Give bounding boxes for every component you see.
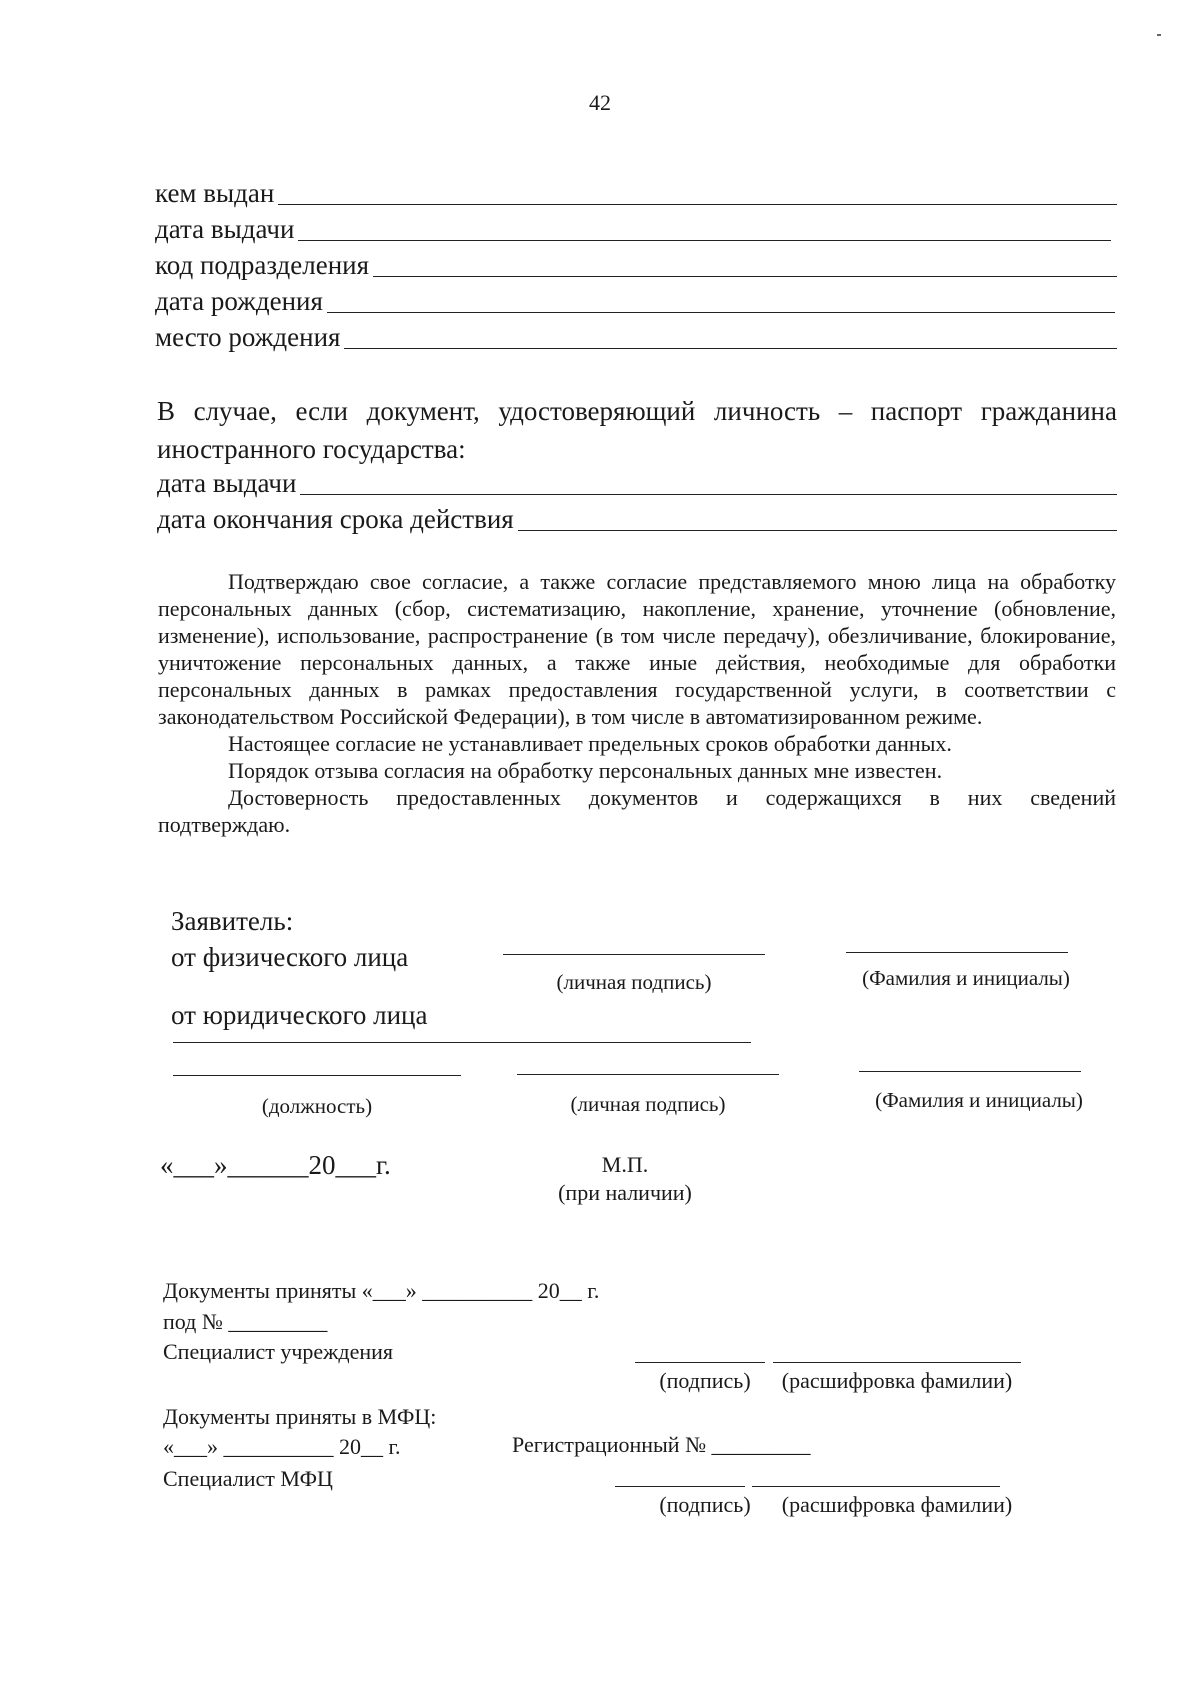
mfc-surname-line[interactable]	[752, 1486, 1000, 1487]
field-birth-place[interactable]	[155, 322, 1117, 353]
surname-initials-caption-2: (Фамилия и инициалы)	[875, 1088, 1083, 1112]
legal-surname-line[interactable]	[859, 1071, 1081, 1072]
individual-label: от физического лица	[171, 942, 409, 972]
under-number: под № _________	[163, 1309, 328, 1334]
intro-word: –	[838, 396, 853, 426]
intro-word: В	[157, 396, 176, 426]
field-issue-date[interactable]	[155, 214, 1111, 245]
field-expiry-date[interactable]	[157, 504, 1117, 535]
position-caption: (должность)	[261, 1094, 373, 1118]
fill-line	[327, 311, 1115, 313]
intro-word: гражданина	[980, 396, 1117, 426]
field-label: дата рождения	[155, 286, 323, 316]
docs-accepted: Документы приняты «___» __________ 20__ г.	[163, 1278, 600, 1303]
institution-specialist: Специалист учреждения	[163, 1339, 394, 1364]
seal-note: (при наличии)	[558, 1180, 692, 1205]
field-birth-date[interactable]	[155, 286, 1115, 317]
field-label: место рождения	[155, 322, 341, 352]
surname-caption-2: (расшифровка фамилии)	[781, 1492, 1013, 1517]
field-label: дата выдачи	[155, 214, 295, 244]
surname-initials-caption: (Фамилия и инициалы)	[862, 966, 1070, 990]
field-division-code[interactable]	[155, 250, 1117, 281]
intro-line-2: иностранного государства:	[157, 434, 466, 464]
applicant-label: Заявитель:	[171, 906, 294, 936]
intro-word: если	[295, 396, 349, 426]
field-label: дата выдачи	[157, 468, 297, 498]
institution-surname-line[interactable]	[773, 1362, 1021, 1363]
foreign-passport-intro	[157, 392, 1117, 468]
registration-number: Регистрационный № _________	[512, 1432, 811, 1457]
signature-caption: (подпись)	[659, 1368, 751, 1393]
field-foreign-issue-date[interactable]	[157, 468, 1117, 499]
surname-caption: (расшифровка фамилии)	[781, 1368, 1013, 1393]
legal-entity-name-line[interactable]	[173, 1042, 751, 1043]
signature-caption-2: (подпись)	[659, 1492, 751, 1517]
field-label: код подразделения	[155, 250, 370, 280]
mfc-specialist: Специалист МФЦ	[163, 1466, 333, 1491]
fill-line	[373, 275, 1117, 277]
fill-line	[300, 493, 1117, 495]
legal-signature-line[interactable]	[517, 1074, 779, 1075]
consent-text	[158, 568, 1116, 838]
field-label: кем выдан	[155, 178, 275, 208]
mfc-accepted: Документы приняты в МФЦ:	[163, 1404, 437, 1429]
consent-paragraph: Настоящее согласие не устанавливает предельных сроков обработки данных.	[228, 731, 952, 756]
seal-label: М.П.	[601, 1152, 649, 1177]
legal-entity-label: от юридического лица	[171, 1000, 428, 1030]
scan-speck	[1157, 34, 1161, 36]
personal-signature-caption-2: (личная подпись)	[570, 1092, 726, 1116]
consent-paragraph-end: подтверждаю.	[158, 812, 291, 837]
consent-paragraph: Подтверждаю свое согласие, а также согласие представляемого мною лица на обработку персональных данных (сбор, систематизацию, накопление, хранение, уточнение (обновление, изменение), использование, распространение (в том числе передачу), обезличивание, блокирование, уничтожение персональных данных, а также иные действия, необходимые для обработки персональных данных в рамках предоставления государственной услуги, в соответствии с законодательством Российской Федерации), в том числе в автоматизированном режиме.	[158, 569, 1116, 729]
intro-word: случае,	[193, 396, 277, 426]
field-label: дата окончания срока действия	[157, 504, 514, 534]
page-number: 42	[589, 90, 611, 115]
consent-paragraph: Достоверность предоставленных документов и содержащихся в них сведений	[228, 785, 1116, 810]
mfc-date: «___» __________ 20__ г.	[163, 1434, 401, 1459]
intro-word: паспорт	[870, 396, 963, 426]
individual-signature-line[interactable]	[503, 954, 765, 955]
institution-signature-line[interactable]	[635, 1362, 765, 1363]
fill-line	[518, 529, 1117, 531]
fill-line	[298, 239, 1111, 241]
fill-line	[344, 347, 1117, 349]
field-issued-by[interactable]	[155, 178, 1117, 209]
consent-paragraph: Порядок отзыва согласия на обработку персональных данных мне известен.	[228, 758, 943, 783]
intro-word: личность	[713, 396, 821, 426]
mfc-signature-line[interactable]	[615, 1486, 745, 1487]
personal-signature-caption: (личная подпись)	[556, 970, 712, 994]
intro-word: удостоверяющий	[498, 396, 696, 426]
fill-line	[278, 203, 1117, 205]
intro-line-1	[157, 392, 1117, 430]
intro-word: документ,	[366, 396, 480, 426]
individual-surname-line[interactable]	[846, 952, 1068, 953]
signature-date: «___»______20___г.	[160, 1150, 391, 1180]
position-line[interactable]	[173, 1075, 461, 1076]
